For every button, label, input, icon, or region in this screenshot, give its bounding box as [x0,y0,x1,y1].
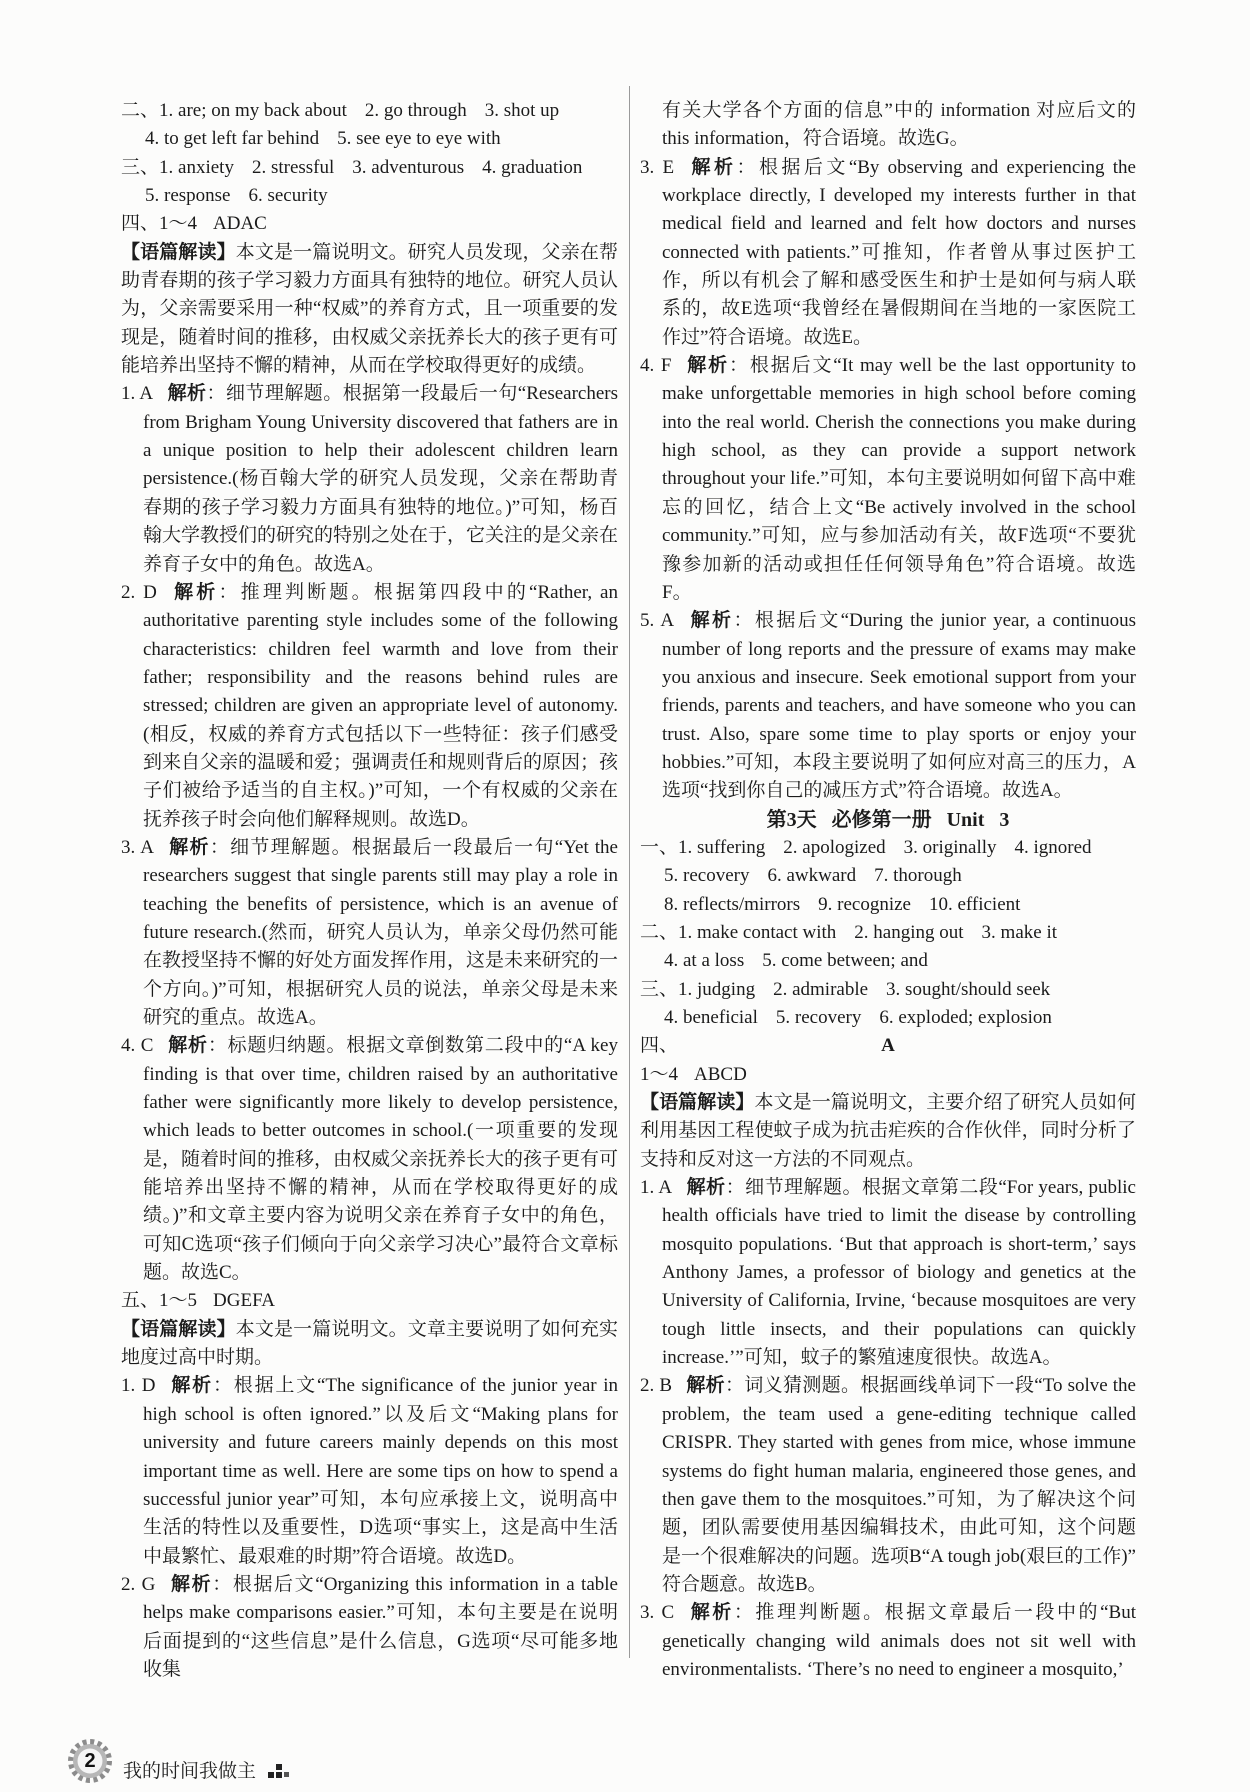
section-number: 一、 [640,836,679,858]
section-line [640,1032,1136,1060]
explanation-text: ：标题归纳题。根据文章倒数第二段中的“A key finding is that over time, children raised by an authoritative father were significantly more likely to develop persistence, which leads to better outcomes in school.(一项重要的发现是，随着时间的推移，由权威父亲抚养长大的孩子更有可能培养出坚持不懈的精神，从而在学校取得更好的成绩。)”和文章主要内容为说明父亲在养育子女中的角色，可知C选项“孩子们倾向于向父亲学习决心”最符合文章标题。故选C。 [143,1035,618,1284]
vocab-answer: 5. recovery [775,1007,862,1028]
page-number: 2 [84,1750,96,1772]
vocab-answer: 5. see eye to eye with [337,128,501,150]
explanation-text: ：细节理解题。根据第一段最后一句“Researchers from Brigham Young University discovered that fathers are in a unique position to help their adolescent children learn persistence.(杨百翰大学的研究人员发现，父亲在帮助青春期的孩子学习毅力方面具有独特的地位。)”可知，杨百翰大学教授们的研究的特别之处在于，它关注的是父亲在养育子女中的角色。故选A。 [143,383,618,575]
section-number: 三、 [640,978,679,1000]
reading-summary-text: 本文是一篇说明文。研究人员发现，父亲在帮助青春期的孩子学习毅力方面具有独特的地位。研究人员认为，父亲需要采用一种“权威”的养育方式，且一项重要的发现是，随着时间的推移，由权威父亲抚养长大的孩子更有可能培养出坚持不懈的精神，从而在学校取得更好的成绩。 [121,241,618,377]
vocab-answer: 2. hanging out [854,921,964,943]
answer-number: 1. A [121,383,154,405]
answer-key-line [121,210,618,238]
reading-summary-label: 【语篇解读】 [121,241,236,263]
vocab-answer: 4. at a loss [664,950,745,972]
vocab-line [640,891,1136,919]
explanation-text: ：根据后文“By observing and experiencing the workplace directly, I developed my interests further in that medical field and learned and felt how doctors and nurses connected with patients.”可推知，作者曾从事过医护工作，所以有机会了解和感受医生和护士是如何与病人联系的，故E选项“我曾经在暑假期间在当地的一家医院工作过”符合语境。故选E。 [662,156,1136,348]
explanation-tag: 解析 [688,156,737,178]
answer-key-line [640,1061,1136,1089]
vocab-line [121,97,618,125]
reading-summary [640,1089,1136,1174]
vocab-answer: 1. judging [678,978,756,1000]
explanation-text: ：根据上文“The significance of the junior year in high school is often ignored.”以及后文“Making plans for university and future careers mainly depends on this most important time as well. Here are some tips on how to spend a successful junior year”可知，本句应承接上文，说明高中生活的特性以及重要性，D选项“事实上，这是高中生活中最繁忙、最艰难的时期”符合语境。故选D。 [143,1375,618,1567]
vocab-answer: 1. suffering [678,836,766,858]
answer-explanation [121,834,618,1032]
answer-explanation [121,579,618,834]
answer-explanation [121,1372,618,1570]
vocab-answer: 3. adventurous [352,156,465,178]
explanation-text: ：细节理解题。根据最后一段最后一句“Yet the researchers suggest that single parents still may play a role in teaching the benefits of persistence, which is an avenue of future research.(然而，研究人员认为，单亲父母仍然可能在教授坚持不懈的好处方面发挥作用，这是未来研究的一个方向。)”可知，根据研究人员的说法，单亲父母是未来研究的重点。故选A。 [143,836,618,1028]
section-number: 三、 [121,156,160,178]
right-column [640,97,1136,1727]
passage-label: A [881,1035,895,1057]
vocab-answer: 2. go through [364,100,467,121]
vocab-answer: 4. graduation [482,156,583,178]
vocab-answer: 4. ignored [1014,836,1092,858]
vocab-answer: 2. apologized [783,836,886,858]
unit-heading-text: 第3天 必修第一册 Unit 3 [766,808,1010,831]
column-divider [629,86,630,1658]
answer-explanation [640,1599,1136,1684]
vocab-line [640,976,1136,1004]
vocab-answer: 7. thorough [874,865,962,887]
squares-icon [268,1764,290,1780]
answer-letters: ADAC [213,213,267,235]
answer-explanation [640,1372,1136,1599]
answer-number: 5. A [640,610,675,632]
vocab-answer: 5. response [145,185,231,207]
reading-summary-label: 【语篇解读】 [640,1092,755,1114]
reading-summary [121,1316,618,1373]
answer-number: 3. E [640,156,675,178]
section-number: 四、 [640,1035,679,1057]
explanation-tag: 解析 [167,836,210,858]
explanation-tag: 解析 [686,1177,726,1199]
answer-explanation [121,1032,618,1287]
answer-number: 4. F [640,355,672,377]
answer-explanation-continued [640,97,1136,154]
vocab-answer: 10. efficient [928,893,1021,915]
explanation-tag: 解析 [170,581,219,603]
vocab-answer: 1. anxiety [159,156,234,178]
answer-letters: DGEFA [213,1290,275,1312]
footer-slogan: 我的时间我做主 [123,1760,257,1782]
answer-explanation [640,154,1136,352]
explanation-text: ：词义猜测题。根据画线单词下一段“To solve the problem, the team used a gene-editing technique called CRISPR. They started with genes from mice, whose immune systems do fight human malaria, engineered those genes, and then gave them to the mosquitoes.”可知，为了解决这个问题，团队需要使用基因编辑技术，由此可知，这个问题是一个很难解决的问题。选项B“A tough job(艰巨的工作)”符合题意。故选B。 [662,1375,1136,1595]
explanation-tag: 解析 [686,1375,726,1397]
vocab-line [121,182,618,210]
explanation-tag: 解析 [167,383,207,405]
vocab-line [640,919,1136,947]
vocab-answer: 3. sought/should seek [886,978,1051,1000]
vocab-answer: 6. awkward [767,865,857,887]
answer-explanation [121,380,618,578]
vocab-answer: 2. stressful [251,156,335,178]
vocab-answer: 4. to get left far behind [145,128,320,150]
vocab-line [121,154,618,182]
answer-range: 五、1～5 [121,1290,198,1312]
explanation-tag: 解析 [169,1573,213,1595]
answer-explanation [640,1174,1136,1372]
answer-number: 3. A [121,836,154,858]
answer-range: 1～4 [640,1063,679,1085]
reading-summary-label: 【语篇解读】 [121,1318,236,1340]
answer-number: 2. G [121,1573,156,1595]
reading-summary-text: 本文是一篇说明文，主要介绍了研究人员如何利用基因工程使蚊子成为抗击疟疾的合作伙伴，同时分析了支持和反对这一方法的不同观点。 [640,1092,1136,1170]
vocab-answer: 2. admirable [773,978,869,1000]
answer-letters: ABCD [694,1063,747,1085]
vocab-line [640,1004,1136,1032]
explanation-text: ：推理判断题。根据文章最后一段中的“But genetically changing wild animals does not sit well with environmentalists. ‘There’s no need to engineer a mosquito,’ [662,1602,1136,1680]
answer-explanation [640,352,1136,607]
answer-range: 四、1～4 [121,213,198,235]
vocab-answer: 6. exploded; explosion [879,1007,1052,1028]
vocab-line [640,947,1136,975]
vocab-answer: 3. originally [903,836,997,858]
answer-number: 2. D [121,581,157,603]
vocab-answer: 1. are; on my back about [159,100,347,121]
section-number: 二、 [640,921,679,943]
left-column [121,97,618,1727]
answer-number: 4. C [121,1035,154,1057]
vocab-answer: 3. make it [981,921,1057,943]
reading-summary-text: 本文是一篇说明文。文章主要说明了如何充实地度过高中时期。 [121,1318,618,1369]
page-number-badge [67,1738,113,1784]
vocab-answer: 1. make contact with [678,921,837,943]
explanation-tag: 解析 [685,355,730,377]
vocab-line [121,125,618,153]
answer-number: 2. B [640,1375,673,1397]
answer-number: 1. A [640,1177,673,1199]
unit-heading [640,806,1136,834]
explanation-text: ：根据后文“Organizing this information in a table helps make comparisons easier.”可知，本句主要是在说明后面提到的“这些信息”是什么信息，G选项“尽可能多地收集 [143,1573,618,1680]
explanation-tag: 解析 [688,610,734,632]
section-number: 二、 [121,100,160,121]
explanation-tag: 解析 [688,1602,734,1624]
answer-explanation [640,607,1136,805]
explanation-text: ：细节理解题。根据文章第二段“For years, public health officials have tried to limit the disease by controlling mosquito populations. ‘But that approach is short-term,’ says Anthony James, a professor of biology and genetics at the University of California, Irvine, ‘because mosquitoes are very tough little insects, and their populations can quickly increase.’”可知，蚊子的繁殖速度很快。故选A。 [662,1177,1136,1369]
vocab-answer: 9. recognize [818,893,911,915]
explanation-tag: 解析 [169,1375,213,1397]
answer-explanation [121,1571,618,1684]
explanation-text: ：根据后文“It may well be the last opportunity to make unforgettable memories in high school before coming into the real world. Cherish the connections you make during high school, as they can provide a support network throughout your life.”可知，本句主要说明如何留下高中难忘的回忆，结合上文“Be actively involved in the school community.”可知，应与参加活动有关，故F选项“不要犹豫参加新的活动或担任任何领导角色”符合语境。故选F。 [662,355,1136,603]
vocab-answer: 4. beneficial [664,1007,758,1028]
explanation-text: ：根据后文“During the junior year, a continuous number of long reports and the pressure of exams may make you anxious and insecure. Seek emotional support from your friends, parents and teachers, and have someone who you can trust. Also, spare some time to play sports or enjoy your hobbies.”可知，本段主要说明了如何应对高三的压力，A选项“找到你自己的减压方式”符合语境。故选A。 [662,610,1136,802]
vocab-answer: 8. reflects/mirrors [664,893,801,915]
vocab-answer: 5. recovery [664,865,750,887]
explanation-text: 有关大学各个方面的信息”中的 information 对应后文的 this information，符合语境。故选G。 [662,100,1136,150]
vocab-answer: 3. shot up [484,100,560,121]
answer-number: 3. C [640,1602,675,1624]
vocab-answer: 6. security [248,185,328,207]
answer-key-line [121,1287,618,1315]
vocab-line [640,834,1136,862]
explanation-text: ：推理判断题。根据第四段中的“Rather, an authoritative parenting style includes some of the following characteristics: children feel warmth and love from their father; responsibility and the reasons behind rules are stressed; children are given an appropriate level of autonomy.(相反，权威的养育方式包括以下一些特征：孩子们感受到来自父亲的温暖和爱；强调责任和规则背后的原因；孩子们被给予适当的自主权。)”可知，一个有权威的父亲在抚养孩子时会向他们解释规则。故选D。 [143,581,618,830]
answer-number: 1. D [121,1375,156,1397]
reading-summary [121,239,618,381]
explanation-tag: 解析 [167,1035,208,1057]
vocab-answer: 5. come between; and [762,950,928,972]
vocab-line [640,862,1136,890]
